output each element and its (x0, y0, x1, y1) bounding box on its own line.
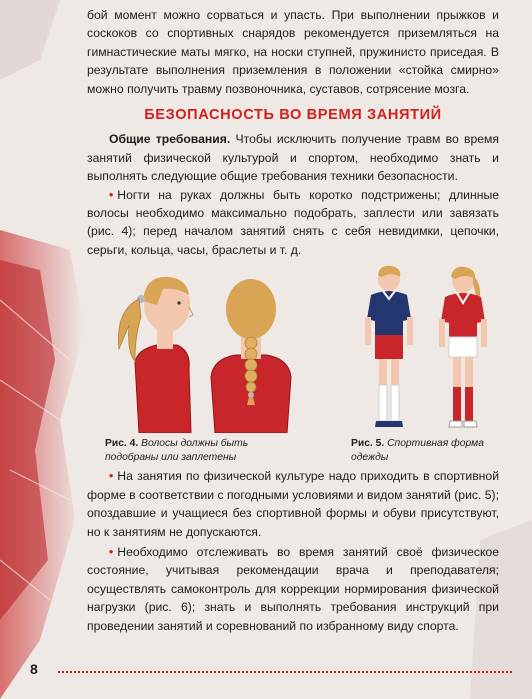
general-requirements-text: Чтобы исключить получение травм во время занятий физической культурой и спортом, необходимо знать и выполнять следующие общие требования техники безопасности. (87, 132, 499, 184)
content-column (87, 6, 499, 635)
bullet-state-text: Необходимо отслеживать во время занятий своё физическое состояние, учитывая рекомендации врача и преподавателя; осуществлять самоконтроль для коррекции нормирования физической нагрузки (рис. 6); знать и выполнять требования инструкций при проведении занятий и соревнований по избранному виду спорта. (87, 544, 499, 633)
fig5-label: Рис. 5. (351, 438, 385, 450)
bullet-state (87, 543, 499, 635)
fig4-caption-text: Волосы должны быть подобраны или заплетены (105, 438, 249, 463)
section-title: БЕЗОПАСНОСТЬ ВО ВРЕМЯ ЗАНЯТИЙ (144, 107, 442, 124)
fig5-caption-text: Спортивная форма одежды (351, 438, 484, 463)
bullet-icon: • (109, 187, 114, 202)
bullet-icon: • (109, 469, 114, 484)
general-requirements-lead: Общие требования. (109, 132, 231, 147)
bullet-nails-text: Ногти на руках должны быть коротко подстрижены; длинные волосы необходимо максимально подобрать, заплести или завязать (рис. 4); перед началом занятий снять с себя невидимки, цепочки, серьги, кольца, часы, браслеты и т. д. (87, 187, 499, 257)
hair-illustration (105, 265, 305, 433)
fig5-caption (351, 437, 501, 464)
figures-row (87, 265, 499, 461)
bullet-nails (87, 186, 499, 260)
page-number: 8 (30, 661, 38, 677)
bullet-icon: • (109, 544, 114, 559)
footer-divider (58, 671, 512, 673)
girl-sportswear-figure (439, 267, 487, 427)
fig4-caption (105, 437, 265, 464)
sportswear-illustration (351, 265, 501, 433)
boy-sportswear-figure (365, 266, 413, 427)
fig4-label: Рис. 4. (105, 438, 139, 450)
bullet-uniform-text: На занятия по физической культуре надо приходить в спортивной форме в соответствии с погодными условиями и видом занятий (рис. 5); опоздавшие и учащиеся без спортивной формы и обуви присутствуют, но к занятиям не допускаются. (87, 469, 499, 539)
bullet-uniform (87, 467, 499, 541)
girl-ponytail-figure (118, 277, 193, 433)
general-requirements-paragraph (87, 130, 499, 185)
girl-braid-figure (211, 279, 291, 433)
intro-paragraph: бой момент можно сорваться и упасть. При выполнении прыжков и соскоков со спортивных снарядов рекомендуется приземляться на гимнастические маты мягко, на носки ступней, пружинисто приседая. В результате выполнения приземления в положении «стойка смирно» можно получить травму позвоночника, суставов, сотрясение мозга. (87, 8, 499, 96)
